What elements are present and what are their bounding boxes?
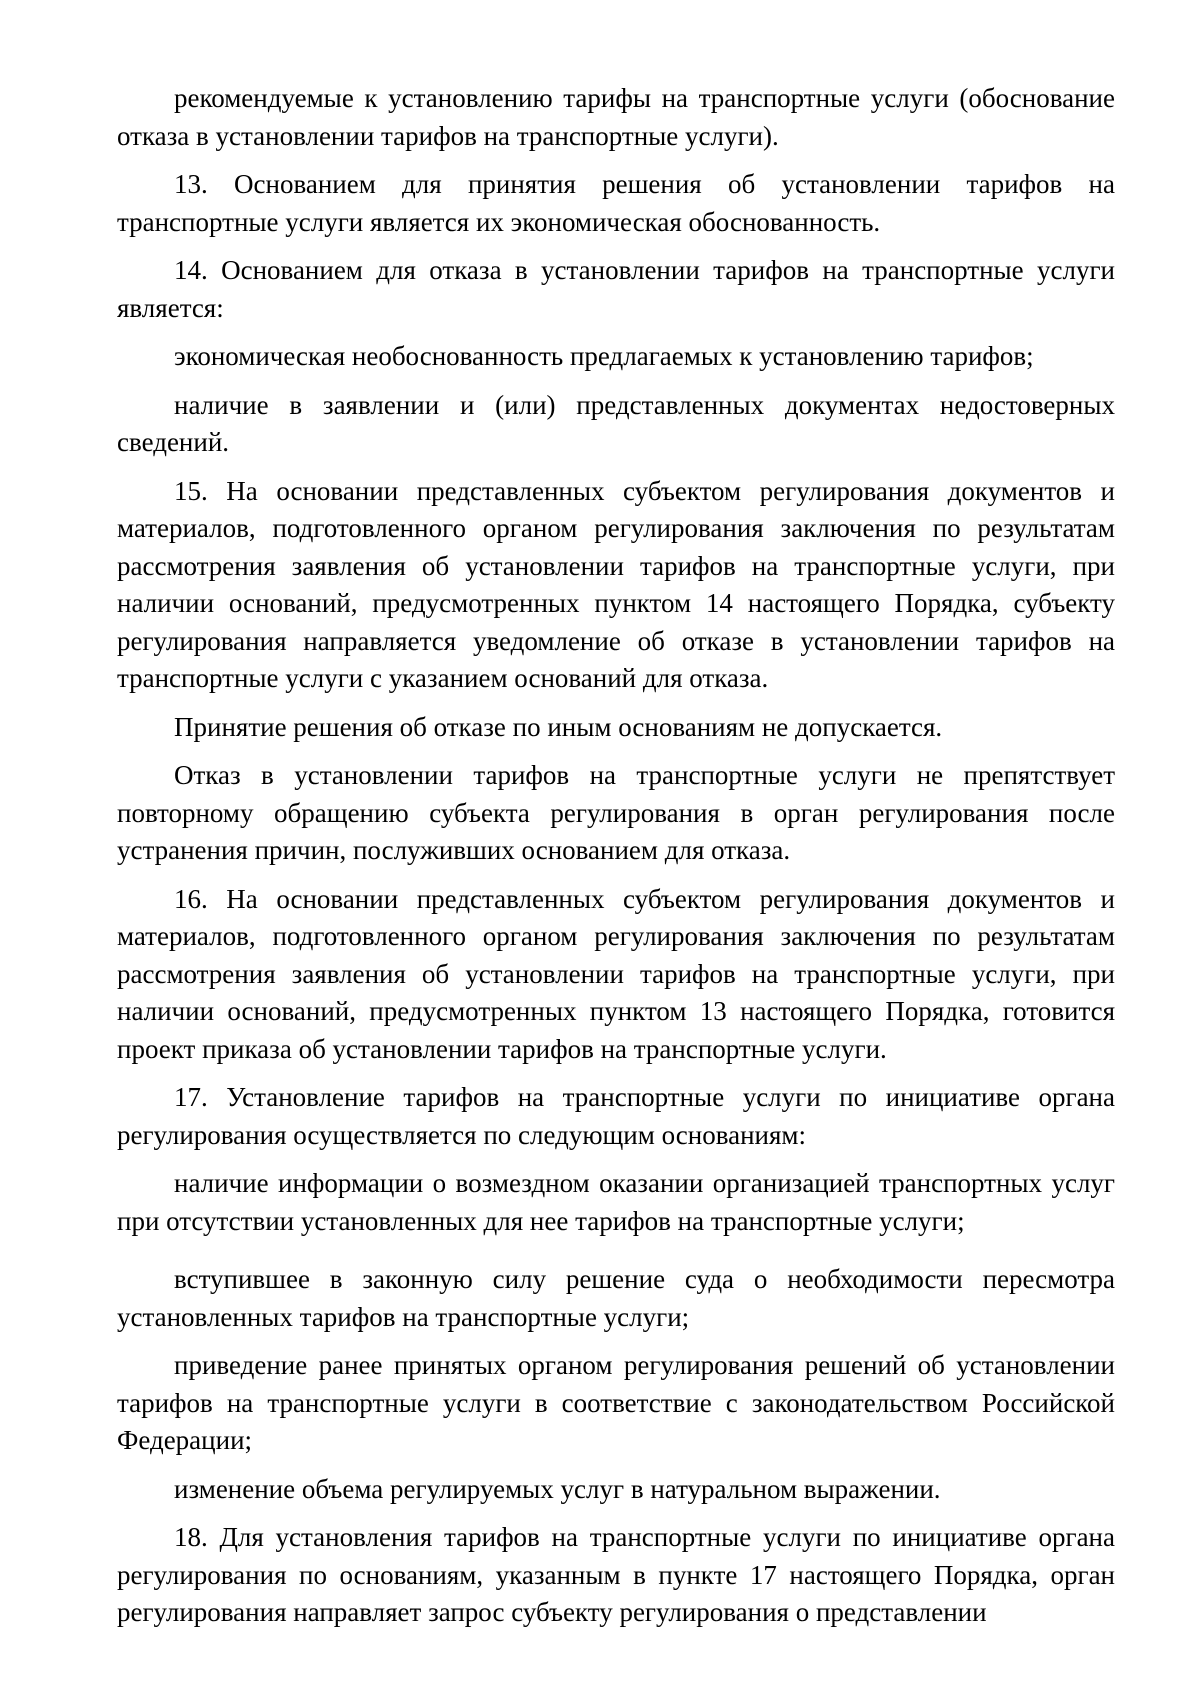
paragraph-tariff-justification: рекомендуемые к установлению тарифы на транспортные услуги (обоснование отказа в установлении тарифов на транспортные услуги). — [117, 83, 1115, 151]
paragraph-15: 15. На основании представленных субъектом регулирования документов и материалов, подготовленного органом регулирования заключения по результатам рассмотрения заявления об установлении тарифов на транспортные услуги, при наличии оснований, предусмотренных пунктом 14 настоящего Порядка, субъекту регулирования направляется уведомление об отказе в установлении тарифов на транспортные услуги с указанием оснований для отказа. — [117, 475, 1115, 693]
paragraph-18: 18. Для установления тарифов на транспортные услуги по инициативе органа регулирования по основаниям, указанным в пункте 17 настоящего Порядка, орган регулирования направляет запрос субъекту регулирования о представлении — [117, 1522, 1115, 1627]
paragraph-13: 13. Основанием для принятия решения об установлении тарифов на транспортные услуги является их экономическая обоснованность. — [117, 169, 1115, 237]
paragraph-14-item-1: экономическая необоснованность предлагаемых к установлению тарифов; — [174, 341, 1034, 371]
paragraph-17-item-2: вступившее в законную силу решение суда о необходимости пересмотра установленных тарифов на транспортные услуги; — [117, 1264, 1115, 1332]
paragraph-17: 17. Установление тарифов на транспортные услуги по инициативе органа регулирования осуществляется по следующим основаниям: — [117, 1082, 1115, 1150]
paragraph-16: 16. На основании представленных субъектом регулирования документов и материалов, подготовленного органом регулирования заключения по результатам рассмотрения заявления об установлении тарифов на транспортные услуги, при наличии оснований, предусмотренных пунктом 13 настоящего Порядка, готовится проект приказа об установлении тарифов на транспортные услуги. — [117, 883, 1115, 1064]
paragraph-15-no-other-grounds: Принятие решения об отказе по иным основаниям не допускается. — [174, 711, 943, 742]
document-page — [117, 80, 1115, 1643]
paragraph-14: 14. Основанием для отказа в установлении тарифов на транспортные услуги является: — [117, 255, 1115, 323]
paragraph-17-item-4: изменение объема регулируемых услуг в натуральном выражении. — [174, 1473, 941, 1504]
paragraph-15-reapplication: Отказ в установлении тарифов на транспортные услуги не препятствует повторному обращению субъекта регулирования в орган регулирования после устранения причин, послуживших основанием для отказа. — [117, 760, 1115, 865]
paragraph-17-item-1: наличие информации о возмездном оказании организацией транспортных услуг при отсутствии установленных для нее тарифов на транспортные услуги; — [117, 1168, 1115, 1236]
paragraph-17-item-3: приведение ранее принятых органом регулирования решений об установлении тарифов на транспортные услуги в соответствие с законодательством Российской Федерации; — [117, 1350, 1115, 1455]
paragraph-14-item-2: наличие в заявлении и (или) представленных документах недостоверных сведений. — [117, 389, 1115, 457]
